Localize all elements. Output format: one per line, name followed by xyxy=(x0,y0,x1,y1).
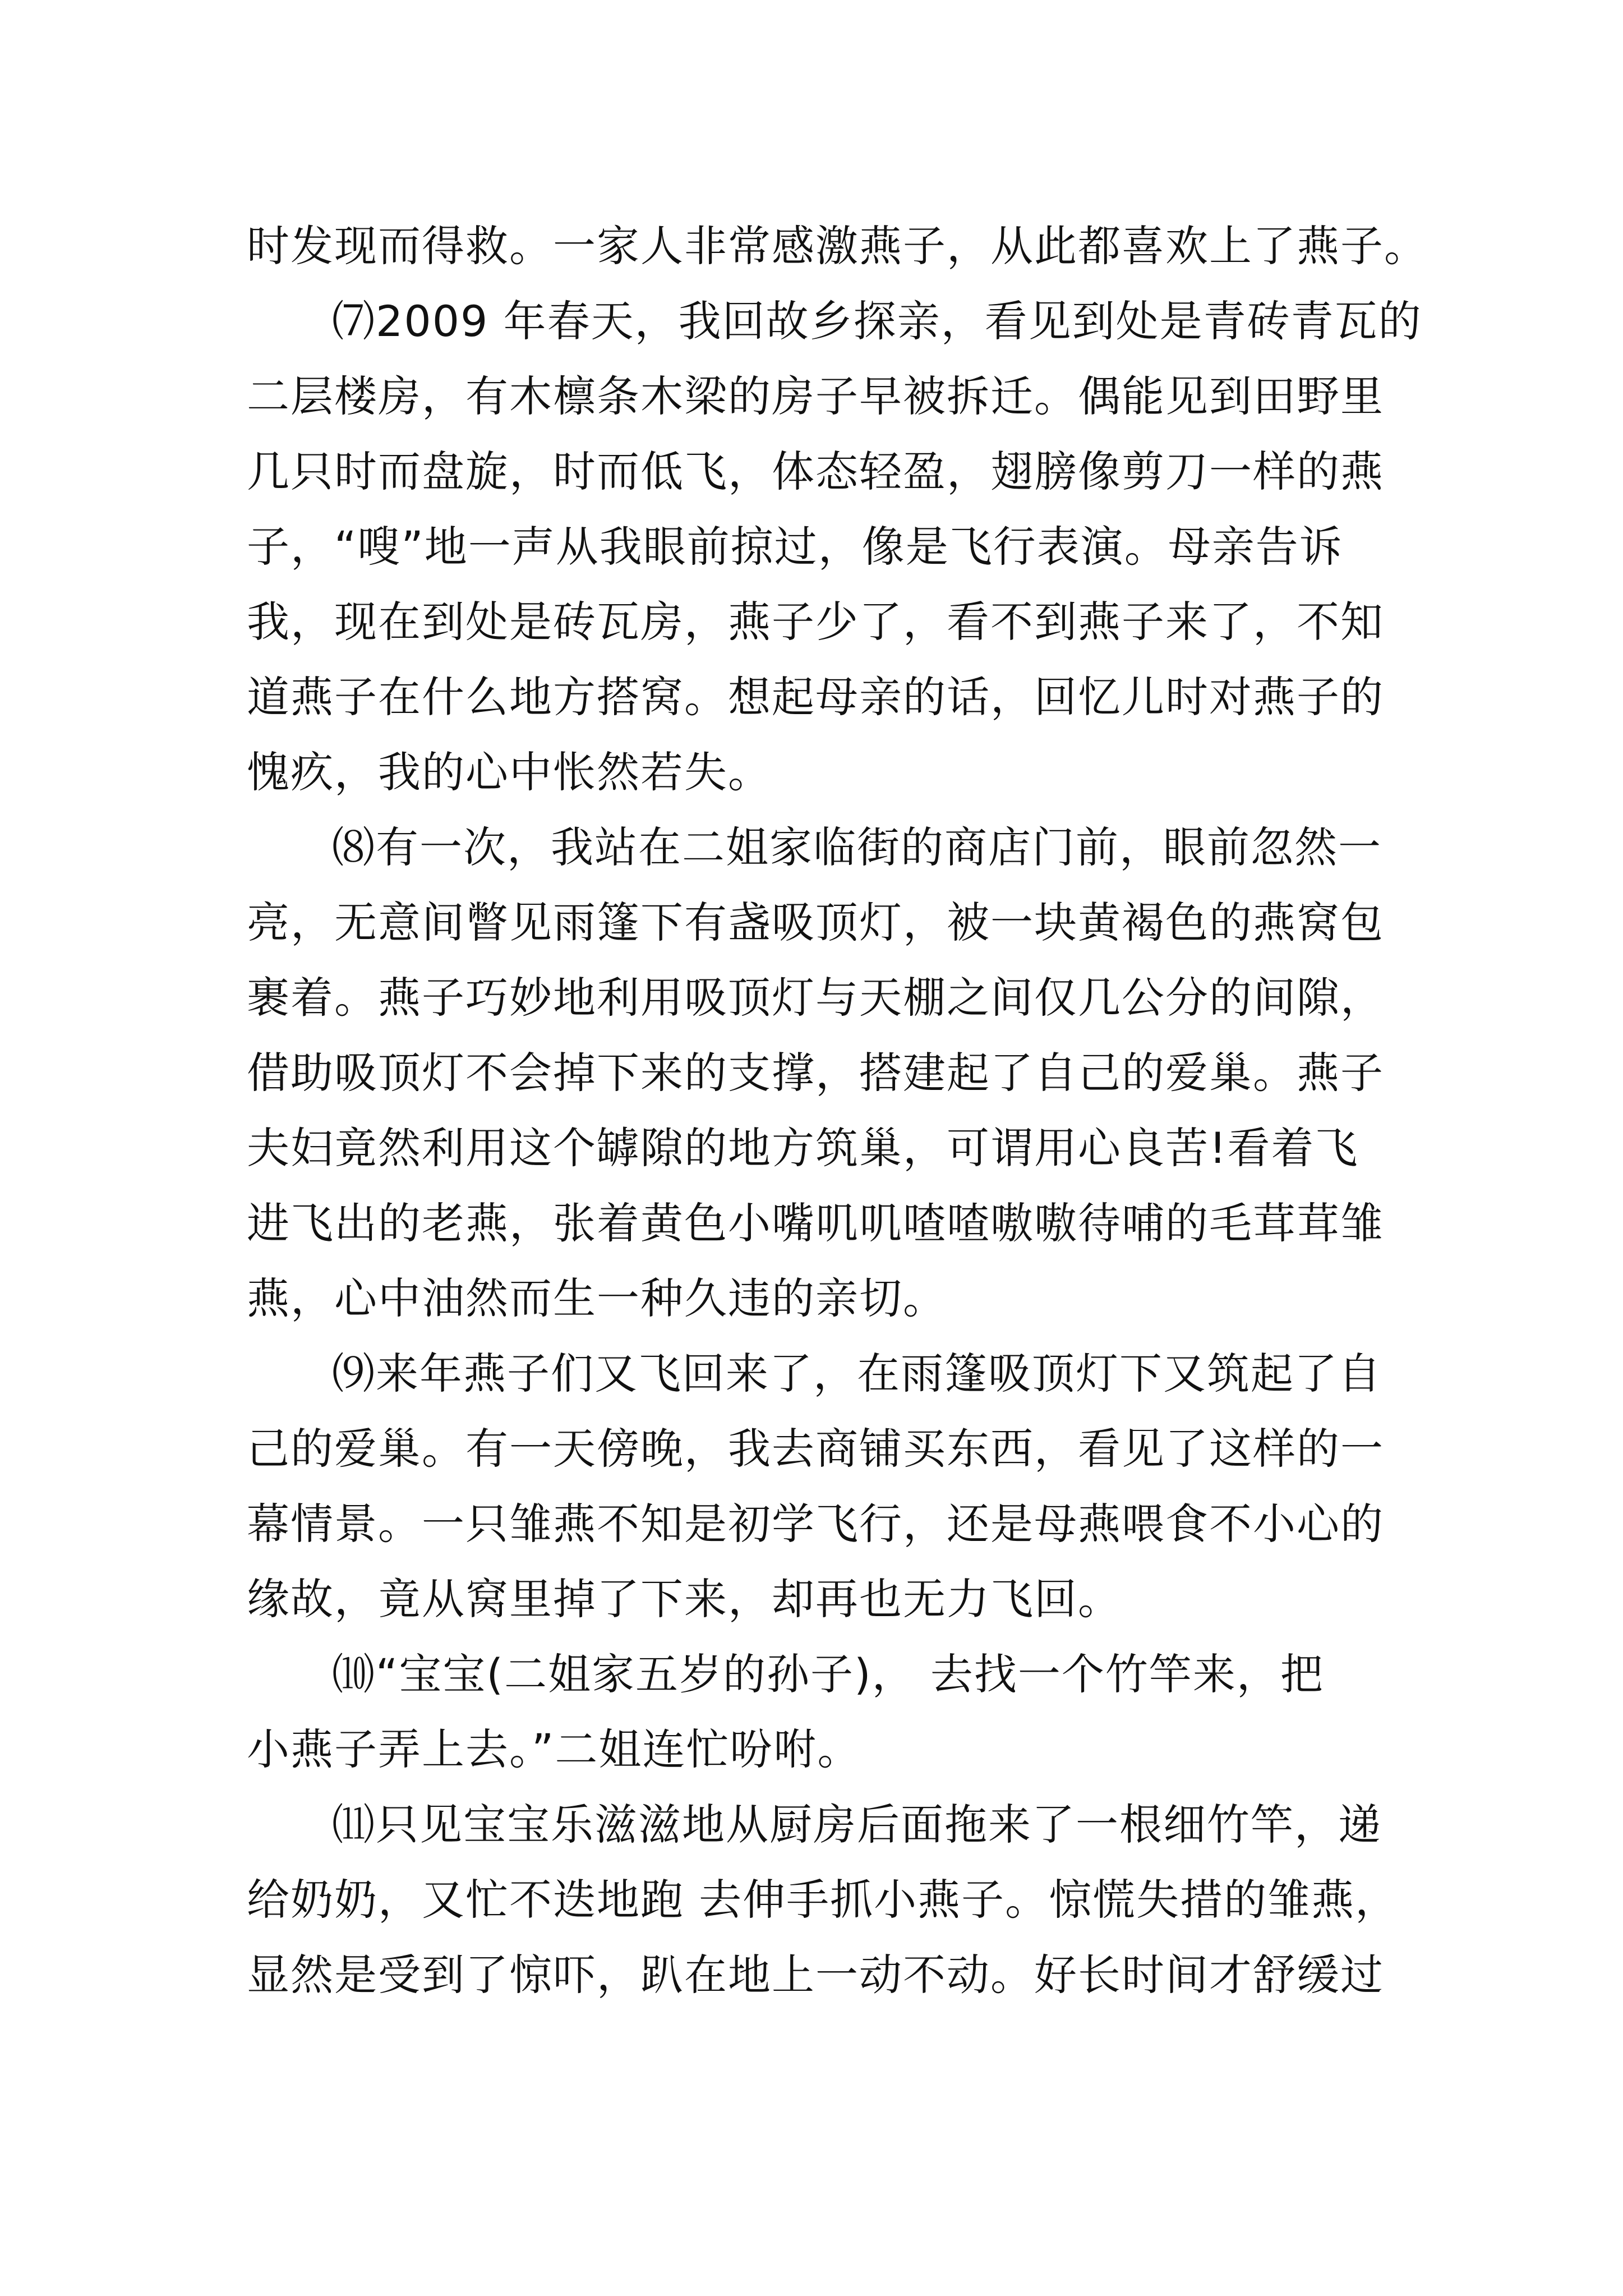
text-line: 我，现在到处是砖瓦房，燕子少了，看不到燕子来了，不知 xyxy=(247,597,1384,647)
text-line: 裹着。燕子巧妙地利用吸顶灯与天棚之间仅几公分的间隙， xyxy=(247,973,1384,1023)
text-line: 进飞出的老燕，张着黄色小嘴叽叽喳喳嗷嗷待哺的毛茸茸雏 xyxy=(247,1198,1384,1248)
text-line: 显然是受到了惊吓，趴在地上一动不动。好长时间才舒缓过 xyxy=(247,1950,1384,2000)
paragraph-11-start: ⑾只见宝宝乐滋滋地从厨房后面拖来了一根细竹竿，递 xyxy=(332,1800,1382,1849)
text-line: 给奶奶，又忙不迭地跑 去伸手抓小燕子。惊慌失措的雏燕， xyxy=(247,1875,1399,1925)
text-line: 亮，无意间瞥见雨篷下有盏吸顶灯，被一块黄褐色的燕窝包 xyxy=(247,898,1384,947)
paragraph-9-start: ⑼来年燕子们又飞回来了，在雨篷吸顶灯下又筑起了自 xyxy=(332,1349,1382,1398)
paragraph-7-start: ⑺2009 年春天，我回故乡探亲，看见到处是青砖青瓦的 xyxy=(332,296,1422,346)
text-line: 道燕子在什么地方搭窝。想起母亲的话，回忆儿时对燕子的 xyxy=(247,672,1384,722)
text-line: 幕情景。一只雏燕不知是初学飞行，还是母燕喂食不小心的 xyxy=(247,1499,1384,1549)
text-line: 小燕子弄上去。”二姐连忙吩咐。 xyxy=(247,1724,861,1774)
text-line: 借助吸顶灯不会掉下来的支撑，搭建起了自己的爱巢。燕子 xyxy=(247,1048,1384,1098)
text-line: 二层楼房，有木檩条木梁的房子早被拆迁。偶能见到田野里 xyxy=(247,371,1384,421)
text-line: 子，“嗖”地一声从我眼前掠过，像是飞行表演。母亲告诉 xyxy=(247,522,1343,572)
text-line: 燕，心中油然而生一种久违的亲切。 xyxy=(247,1273,947,1323)
text-line: 己的爱巢。有一天傍晚，我去商铺买东西，看见了这样的一 xyxy=(247,1424,1384,1474)
text-line: 愧疚，我的心中怅然若失。 xyxy=(247,747,772,797)
paragraph-8-start: ⑻有一次，我站在二姐家临街的商店门前，眼前忽然一 xyxy=(332,822,1382,872)
text-line: 时发现而得救。一家人非常感激燕子，从此都喜欢上了燕子。 xyxy=(247,221,1428,271)
text-line: 几只时而盘旋，时而低飞，体态轻盈，翅膀像剪刀一样的燕 xyxy=(247,447,1384,496)
document-body xyxy=(247,209,1428,2013)
text-line: 缘故，竟从窝里掉了下来，却再也无力飞回。 xyxy=(247,1574,1122,1624)
paragraph-10-start: ⑽“宝宝(二姐家五岁的孙子)， 去找一个竹竿来，把 xyxy=(332,1649,1324,1699)
text-line: 夫妇竟然利用这个罅隙的地方筑巢，可谓用心良苦!看着飞 xyxy=(247,1123,1359,1173)
